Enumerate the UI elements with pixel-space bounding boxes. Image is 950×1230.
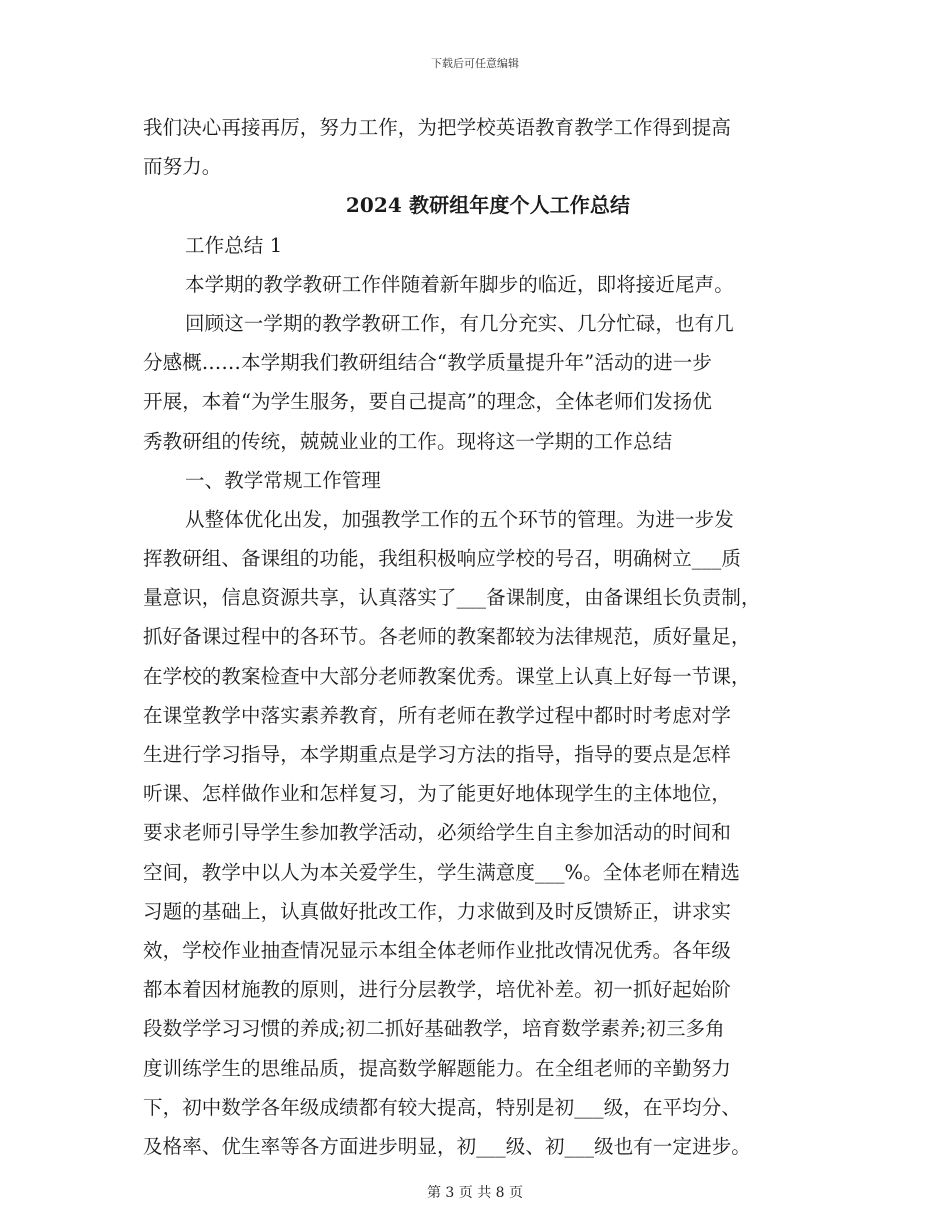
- paragraph-line: 度训练学生的思维品质，提高数学解题能力。在全组老师的辛勤努力: [143, 1056, 732, 1080]
- paragraph-line: 生进行学习指导，本学期重点是学习方法的指导，指导的要点是怎样: [143, 743, 732, 766]
- paragraph-line: 量意识，信息资源共享，认真落实了___备课制度，由备课组长负责制，: [143, 586, 761, 610]
- paragraph-line: 空间，教学中以人为本关爱学生，学生满意度___%。全体老师在精选: [143, 860, 740, 884]
- paragraph-line: 从整体优化出发，加强教学工作的五个环节的管理。为进一步发: [185, 507, 734, 531]
- paragraph-line: 习题的基础上，认真做好批改工作，力求做到及时反馈矫正，讲求实: [143, 899, 732, 923]
- paragraph-line: 我们决心再接再厉，努力工作，为把学校英语教育教学工作得到提高: [143, 116, 732, 139]
- paragraph-line: 抓好备课过程中的各环节。各老师的教案都较为法律规范，质好量足，: [143, 625, 751, 649]
- document-title: 2024 教研组年度个人工作总结: [345, 193, 631, 218]
- paragraph-line: 开展，本着“为学生服务，要自己提高”的理念，全体老师们发扬优: [143, 390, 712, 414]
- document-body: [143, 108, 813, 1166]
- paragraph-line: 要求老师引导学生参加教学活动，必须给学生自主参加活动的时间和: [143, 821, 732, 845]
- paragraph-line: 秀教研组的传统，兢兢业业的工作。现将这一学期的工作总结: [143, 429, 673, 453]
- paragraph-line: 本学期的教学教研工作伴随着新年脚步的临近，即将接近尾声。: [185, 272, 734, 296]
- paragraph-line: 效，学校作业抽查情况显示本组全体老师作业批改情况优秀。各年级: [143, 938, 732, 962]
- section-label: 工作总结 1: [185, 233, 283, 257]
- paragraph-line: 分感概……本学期我们教研组结合“教学质量提升年”活动的进一步: [143, 351, 712, 375]
- paragraph-line: 段数学学习习惯的养成;初二抓好基础教学，培育数学素养;初三多角: [143, 1017, 725, 1041]
- paragraph-line: 挥教研组、备课组的功能，我组积极响应学校的号召，明确树立___质: [143, 547, 741, 571]
- page-number-footer: 第 3 页 共 8 页: [426, 1185, 524, 1201]
- page-header: 下载后可任意编辑: [431, 57, 519, 70]
- paragraph-line: 下，初中数学各年级成绩都有较大提高，特别是初___级，在平均分、: [143, 1095, 741, 1119]
- paragraph-line: 听课、怎样做作业和怎样复习，为了能更好地体现学生的主体地位，: [143, 782, 732, 806]
- section-heading: 一、教学常规工作管理: [185, 468, 382, 492]
- paragraph-line: 在学校的教案检查中大部分老师教案优秀。课堂上认真上好每一节课，: [143, 664, 751, 688]
- paragraph-line: 在课堂教学中落实素养教育，所有老师在教学过程中都时时考虑对学: [143, 703, 732, 727]
- paragraph-line: 及格率、优生率等各方面进步明显，初___级、初___级也有一定进步。: [143, 1134, 751, 1158]
- paragraph-line: 回顾这一学期的教学教研工作，有几分充实、几分忙碌，也有几: [185, 311, 734, 335]
- paragraph-line: 而努力。: [143, 155, 222, 179]
- paragraph-line: 都本着因材施教的原则，进行分层教学，培优补差。初一抓好起始阶: [143, 978, 732, 1002]
